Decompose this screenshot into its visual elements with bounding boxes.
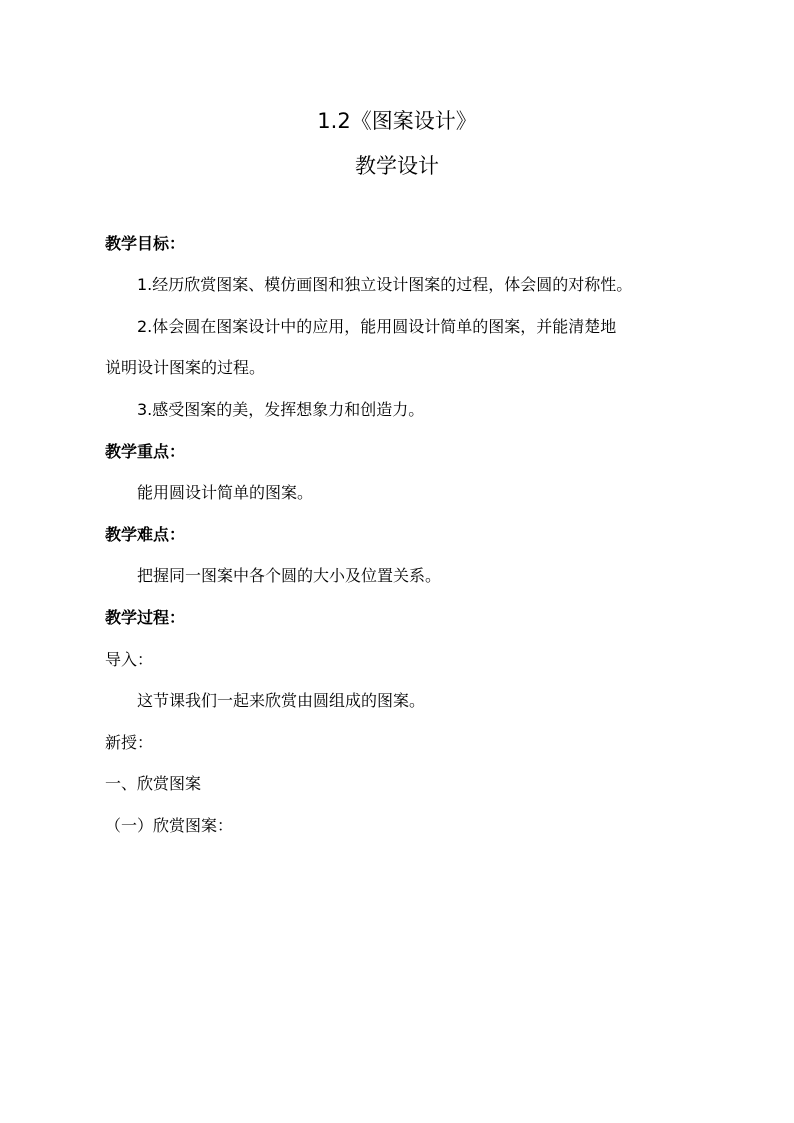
objective-item-2: 2.体会圆在图案设计中的应用，能用圆设计简单的图案，并能清楚地 <box>137 317 617 336</box>
objectives-heading: 教学目标： <box>105 234 186 253</box>
subsection-one-heading: （一）欣赏图案： <box>105 816 234 835</box>
objective-item-3: 3.感受图案的美，发挥想象力和创造力。 <box>137 400 425 419</box>
intro-text: 这节课我们一起来欣赏由圆组成的图案。 <box>137 691 426 710</box>
objective-item-2-continued: 说明设计图案的过程。 <box>105 358 266 377</box>
document-title: 1.2《图案设计》 <box>317 109 477 133</box>
intro-label: 导入： <box>105 650 154 669</box>
key-points-heading: 教学重点： <box>105 442 186 461</box>
objective-item-1: 1.经历欣赏图案、模仿画图和独立设计图案的过程，体会圆的对称性。 <box>137 275 633 294</box>
document-subtitle: 教学设计 <box>355 154 439 178</box>
section-one-heading: 一、欣赏图案 <box>105 774 202 793</box>
difficulties-heading: 教学难点： <box>105 525 186 544</box>
difficulties-text: 把握同一图案中各个圆的大小及位置关系。 <box>137 566 442 585</box>
process-heading: 教学过程： <box>105 608 186 627</box>
key-points-text: 能用圆设计简单的图案。 <box>137 483 314 502</box>
new-lesson-label: 新授： <box>105 733 154 752</box>
